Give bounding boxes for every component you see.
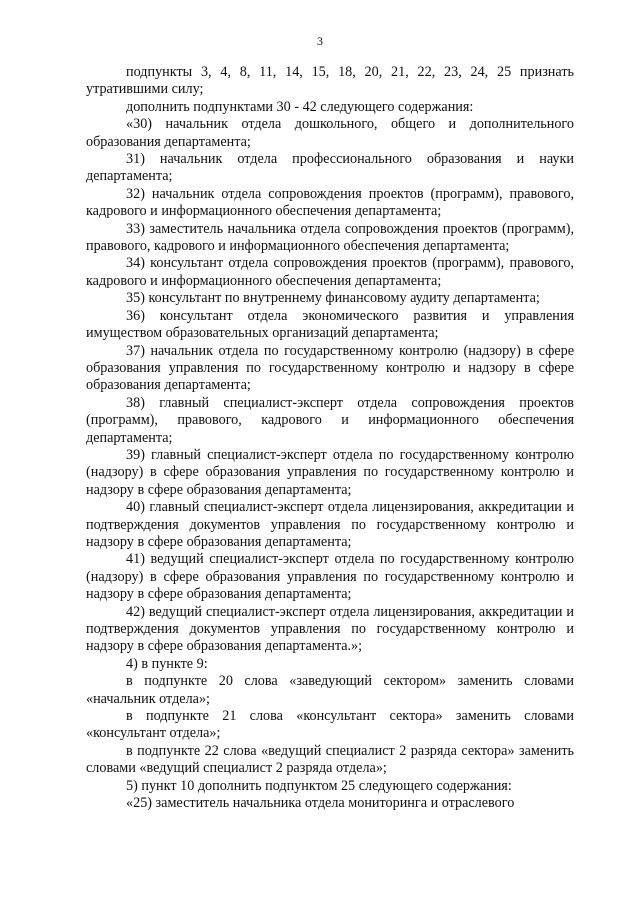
paragraph: 5) пункт 10 дополнить подпунктом 25 следующего содержания: xyxy=(126,777,512,794)
paragraph: «25) заместитель начальника отдела мониторинга и отраслевого xyxy=(126,795,515,812)
document-body xyxy=(86,64,574,812)
paragraph: 34) консультант отдела сопровождения проектов (программ), правового, кадрового и информационного обеспечения департамента; xyxy=(86,255,574,289)
paragraph: 39) главный специалист-эксперт отдела по государственному контролю (надзору) в сфере образования управления по государственному контролю и надзору в сфере образования департамента; xyxy=(86,446,574,498)
paragraph: 32) начальник отдела сопровождения проектов (программ), правового, кадрового и информационного обеспечения департамента; xyxy=(86,185,574,220)
paragraph: 4) в пункте 9: xyxy=(126,655,208,672)
paragraph: дополнить подпунктами 30 - 42 следующего содержания: xyxy=(126,98,474,115)
paragraph: 41) ведущий специалист-эксперт отдела по государственному контролю (надзору) в сфере образования управления по государственному контролю и надзору в сфере образования департамента; xyxy=(86,551,574,603)
paragraph: в подпункте 20 слова «заведующий сектором» заменить словами «начальник отдела»; xyxy=(86,673,574,707)
paragraph: в подпункте 21 слова «консультант сектора» заменить словами «консультант отдела»; xyxy=(86,708,574,742)
paragraph: 31) начальник отдела профессионального образования и науки департамента; xyxy=(86,151,574,185)
paragraph: «30) начальник отдела дошкольного, общего и дополнительного образования департамента; xyxy=(86,116,574,150)
paragraph: 38) главный специалист-эксперт отдела сопровождения проектов (программ), правового, кадрового и информационного обеспечения департамента; xyxy=(86,394,574,446)
paragraph: подпункты 3, 4, 8, 11, 14, 15, 18, 20, 21, 22, 23, 24, 25 признать утратившими силу; xyxy=(86,64,574,98)
paragraph: 35) консультант по внутреннему финансовому аудиту департамента; xyxy=(126,290,540,307)
paragraph: 42) ведущий специалист-эксперт отдела лицензирования, аккредитации и подтверждения документов управления по государственному контролю и надзору в сфере образования департамента.»; xyxy=(86,603,574,655)
paragraph: 37) начальник отдела по государственному контролю (надзору) в сфере образования управления по государственному контролю и надзору в сфере образования департамента; xyxy=(86,342,574,394)
paragraph: 36) консультант отдела экономического развития и управления имуществом образовательных организаций департамента; xyxy=(86,307,574,342)
paragraph: 40) главный специалист-эксперт отдела лицензирования, аккредитации и подтверждения документов управления по государственному контролю и надзору в сфере образования департамента; xyxy=(86,499,574,550)
paragraph: 33) заместитель начальника отдела сопровождения проектов (программ), правового, кадрового и информационного обеспечения департамента; xyxy=(86,220,574,255)
paragraph: в подпункте 22 слова «ведущий специалист 2 разряда сектора» заменить словами «ведущий специалист 2 разряда отдела»; xyxy=(86,742,574,777)
page-number: 3 xyxy=(317,34,323,48)
